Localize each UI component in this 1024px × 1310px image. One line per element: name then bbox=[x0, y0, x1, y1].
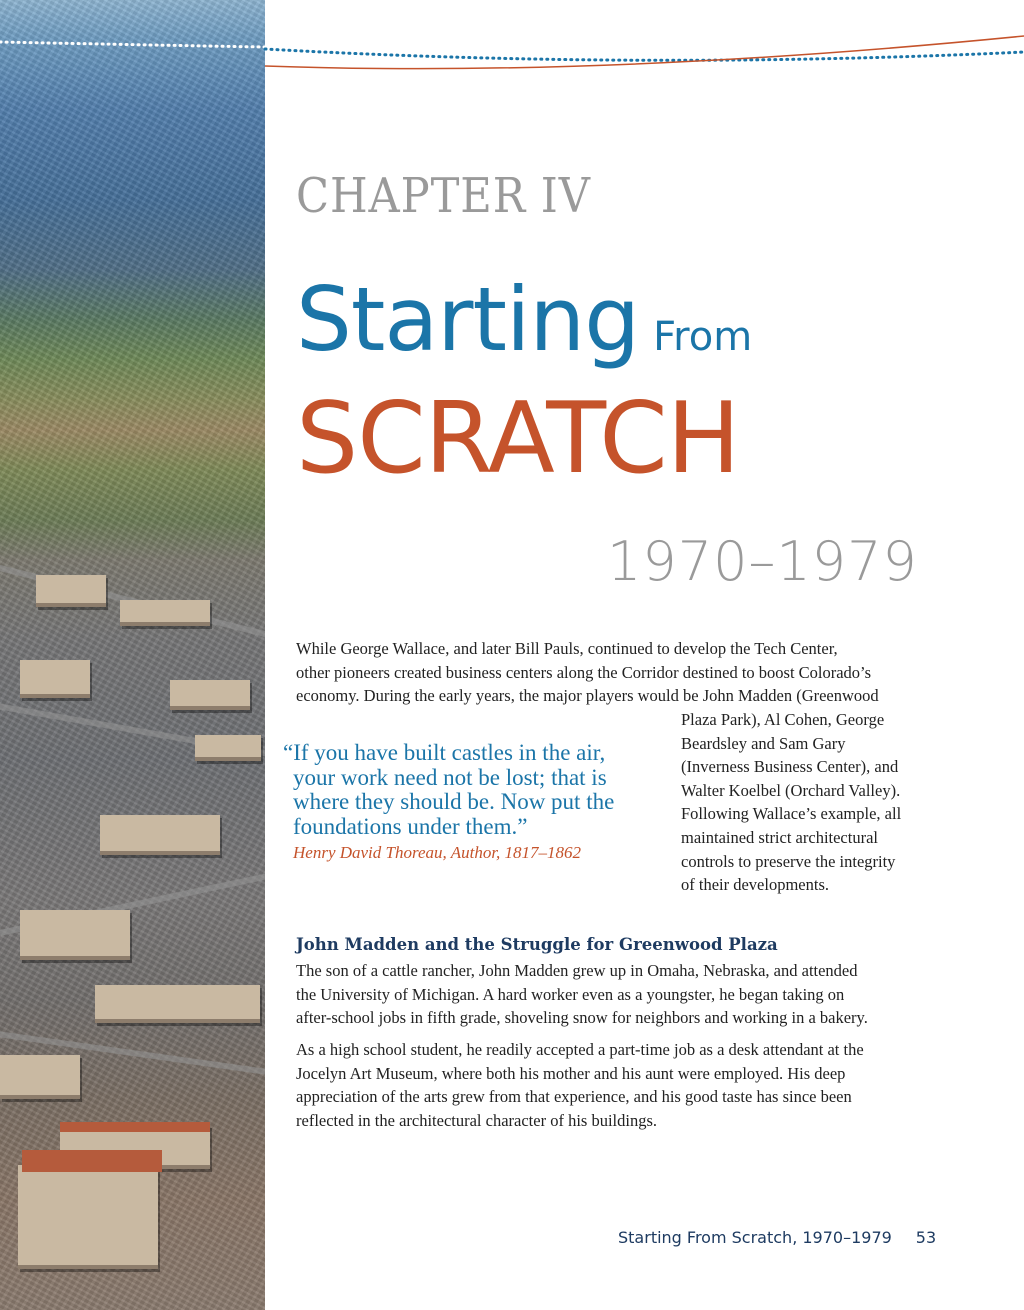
text-line: The son of a cattle rancher, John Madden grew up in Omaha, Nebraska, and attended bbox=[296, 961, 858, 980]
top-decoration bbox=[0, 0, 1024, 90]
text-line: As a high school student, he readily accepted a part-time job as a desk attendant at the bbox=[296, 1040, 864, 1059]
quote-line: where they should be. Now put the bbox=[293, 789, 615, 814]
photo-building bbox=[95, 985, 260, 1023]
page-footer bbox=[618, 1228, 936, 1247]
text-line: after-school jobs in fifth grade, shoveling snow for neighbors and working in a bakery. bbox=[296, 1008, 868, 1028]
photo-building bbox=[0, 1055, 80, 1099]
photo-building bbox=[18, 1165, 158, 1269]
title-starting: Starting bbox=[296, 268, 640, 371]
text-line: Plaza Park), Al Cohen, George bbox=[681, 710, 885, 729]
section-heading: John Madden and the Struggle for Greenwood Plaza bbox=[296, 935, 778, 954]
title-line-1 bbox=[296, 268, 752, 371]
text-line: appreciation of the arts grew from that experience, and his good taste has since been bbox=[296, 1087, 852, 1107]
running-title: Starting From Scratch, 1970–1979 bbox=[618, 1228, 892, 1247]
photo-roof bbox=[22, 1150, 162, 1172]
text-line: Beardsley and Sam Gary bbox=[681, 733, 846, 753]
photo-building bbox=[20, 660, 90, 698]
photo-building bbox=[100, 815, 220, 855]
text-line: Jocelyn Art Museum, where both his mother and his aunt were employed. His deep bbox=[296, 1063, 846, 1083]
text-line: the University of Michigan. A hard worker even as a youngster, he began taking on bbox=[296, 984, 845, 1004]
aerial-photo bbox=[0, 0, 265, 1310]
text-line: Following Wallace’s example, all bbox=[681, 804, 902, 824]
quote-line: your work need not be lost; that is bbox=[293, 764, 607, 790]
quote-line: foundations under them.” bbox=[293, 813, 528, 839]
section-paragraph-1 bbox=[296, 959, 922, 1030]
quote-attribution: Henry David Thoreau, Author, 1817–1862 bbox=[293, 843, 582, 862]
photo-building bbox=[195, 735, 261, 761]
chapter-label: CHAPTER IV bbox=[296, 168, 591, 224]
intro-paragraph-right bbox=[681, 708, 931, 897]
text-line: economy. During the early years, the major players would be John Madden (Greenwood bbox=[296, 686, 879, 706]
text-line: of their developments. bbox=[681, 875, 830, 895]
text-line: While George Wallace, and later Bill Pauls, continued to develop the Tech Center, bbox=[296, 639, 838, 658]
title-scratch: SCRATCH bbox=[296, 382, 740, 496]
photo-building bbox=[20, 910, 130, 960]
text-line: reflected in the architectural character of his buildings. bbox=[296, 1110, 658, 1130]
quote-line: “If you have built castles in the air, bbox=[283, 740, 606, 765]
chapter-years: 1970–1979 bbox=[607, 530, 918, 593]
text-line: controls to preserve the integrity bbox=[681, 851, 896, 871]
photo-building bbox=[120, 600, 210, 626]
text-line: maintained strict architectural bbox=[681, 827, 878, 847]
page-number: 53 bbox=[915, 1228, 937, 1247]
photo-texture bbox=[0, 0, 265, 1310]
title-from: From bbox=[653, 314, 753, 360]
text-line: Walter Koelbel (Orchard Valley). bbox=[681, 780, 901, 800]
pull-quote bbox=[283, 741, 653, 866]
photo-building bbox=[170, 680, 250, 710]
intro-paragraph-top bbox=[296, 637, 918, 708]
section-paragraph-2 bbox=[296, 1038, 922, 1132]
text-line: other pioneers created business centers along the Corridor destined to boost Colorado’s bbox=[296, 662, 872, 682]
text-line: (Inverness Business Center), and bbox=[681, 757, 899, 777]
photo-roof bbox=[60, 1122, 210, 1132]
photo-building bbox=[36, 575, 106, 607]
